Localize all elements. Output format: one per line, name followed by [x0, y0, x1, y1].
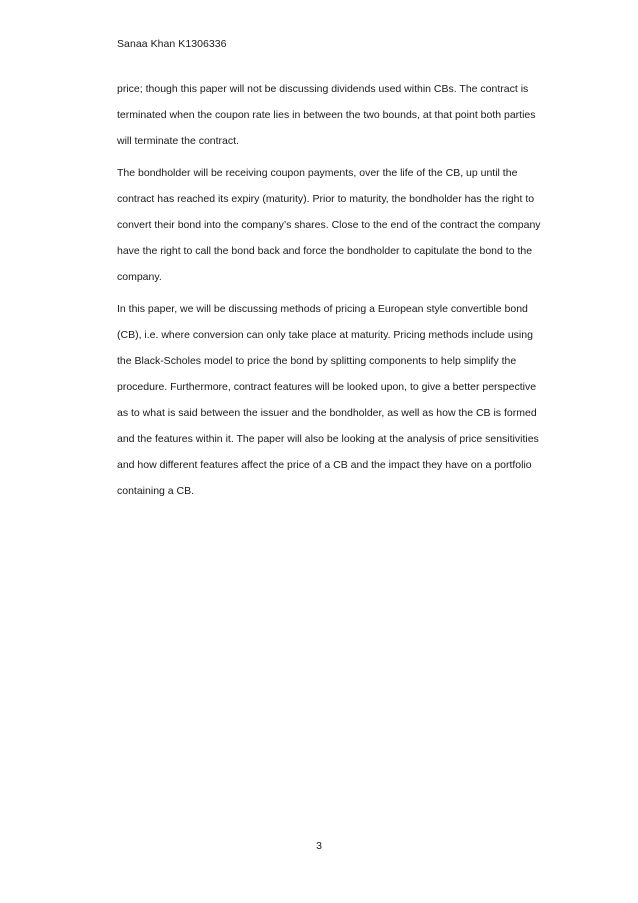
text-line: (CB), i.e. where conversion can only take place at maturity. Pricing methods include using — [117, 329, 533, 341]
text-line: price; though this paper will not be discussing dividends used within CBs. The contract is — [117, 83, 529, 95]
text-line: procedure. Furthermore, contract features will be looked upon, to give a better perspective — [117, 381, 537, 393]
text-line: In this paper, we will be discussing methods of pricing a European style convertible bond — [117, 303, 528, 315]
text-line: terminated when the coupon rate lies in between the two bounds, at that point both parties — [117, 109, 536, 121]
paragraph — [117, 160, 547, 290]
text-line: company. — [117, 271, 162, 283]
paragraph — [117, 296, 547, 504]
text-line: as to what is said between the issuer and the bondholder, as well as how the CB is formed — [117, 407, 537, 419]
text-line: containing a CB. — [117, 485, 195, 497]
paragraph — [117, 76, 547, 154]
text-line: have the right to call the bond back and force the bondholder to capitulate the bond to the — [117, 245, 533, 257]
body-text — [117, 76, 547, 504]
text-line: and how different features affect the price of a CB and the impact they have on a portfolio — [117, 459, 532, 471]
page-number: 3 — [316, 840, 322, 852]
text-line: convert their bond into the company’s shares. Close to the end of the contract the company — [117, 219, 541, 231]
text-line: the Black-Scholes model to price the bond by splitting components to help simplify the — [117, 355, 517, 367]
page-header-author: Sanaa Khan K1306336 — [117, 38, 227, 50]
text-line: The bondholder will be receiving coupon payments, over the life of the CB, up until the — [117, 167, 518, 179]
text-line: contract has reached its expiry (maturity). Prior to maturity, the bondholder has the right to — [117, 193, 535, 205]
text-line: and the features within it. The paper will also be looking at the analysis of price sensitivities — [117, 433, 539, 445]
text-line: will terminate the contract. — [117, 135, 239, 147]
